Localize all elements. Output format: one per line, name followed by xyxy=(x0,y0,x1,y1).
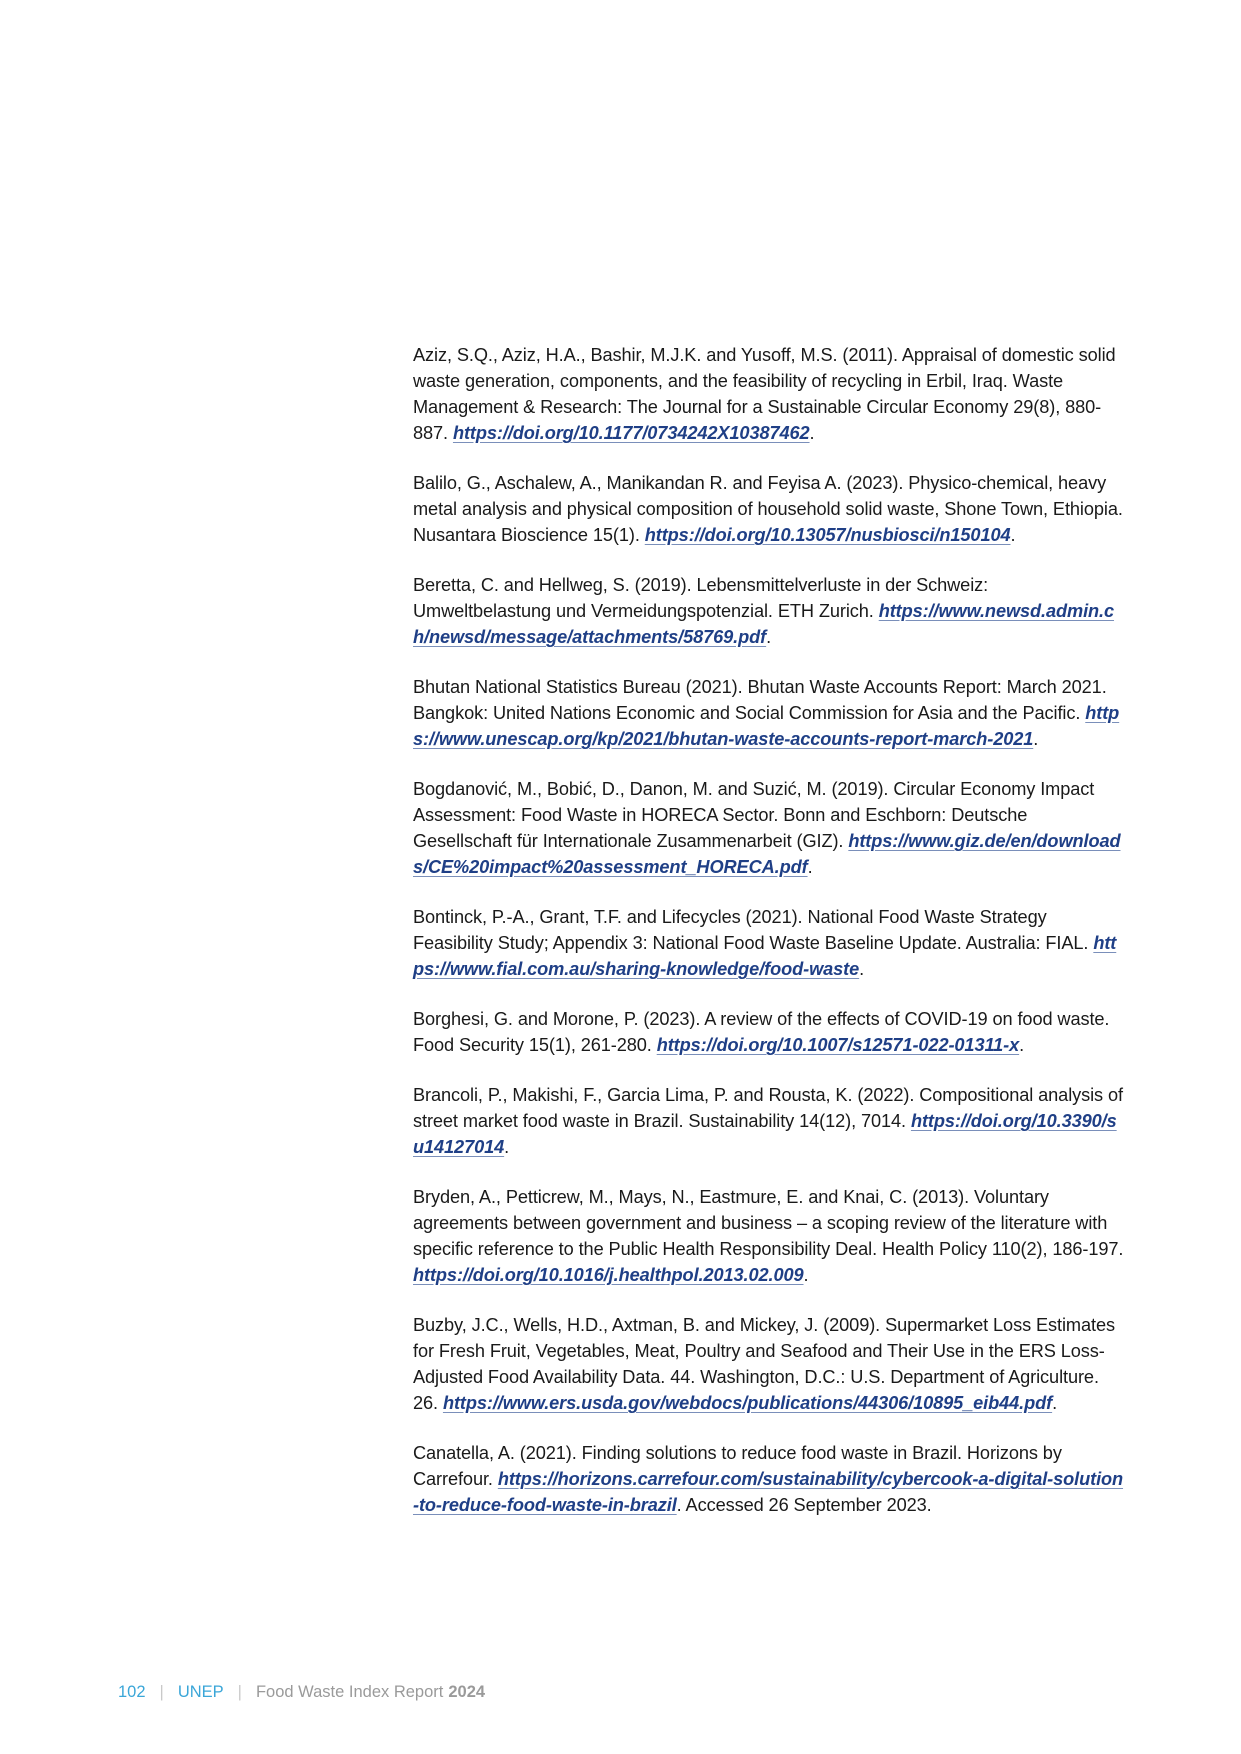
reference-entry xyxy=(413,674,1125,752)
reference-entry xyxy=(413,904,1125,982)
reference-text: Aziz, S.Q., Aziz, H.A., Bashir, M.J.K. and Yusoff, M.S. (2011). Appraisal of domestic solid waste generation, components, and the feasibility of recycling in Erbil, Iraq. Waste Management & Research: The Journal for a Sustainable Circular Economy 29(8), 880-887. xyxy=(413,345,1116,443)
reference-text: Bhutan National Statistics Bureau (2021). Bhutan Waste Accounts Report: March 2021. Bangkok: United Nations Economic and Social Commission for Asia and the Pacific. xyxy=(413,677,1107,723)
reference-entry xyxy=(413,776,1125,880)
reference-entry xyxy=(413,1082,1125,1160)
reference-suffix: . xyxy=(504,1137,510,1157)
reference-entry xyxy=(413,470,1125,548)
reference-text: Balilo, G., Aschalew, A., Manikandan R. and Feyisa A. (2023). Physico-chemical, heavy metal analysis and physical composition of household solid waste, Shone Town, Ethiopia. Nusantara Bioscience 15(1). xyxy=(413,473,1123,545)
footer-report-year: 2024 xyxy=(448,1683,486,1701)
reference-text: Canatella, A. (2021). Finding solutions to reduce food waste in Brazil. Horizons by Carrefour. xyxy=(413,1443,1062,1489)
reference-suffix: . xyxy=(1052,1393,1058,1413)
reference-link[interactable]: https://doi.org/10.3390/su14127014 xyxy=(413,1111,1117,1157)
reference-suffix: . xyxy=(766,627,772,647)
footer-organization: UNEP xyxy=(177,1683,224,1701)
reference-suffix: . xyxy=(807,857,813,877)
reference-suffix: . xyxy=(1033,729,1039,749)
reference-entry xyxy=(413,572,1125,650)
reference-suffix: . xyxy=(803,1265,809,1285)
reference-link[interactable]: https://doi.org/10.1177/0734242X10387462 xyxy=(452,423,810,443)
reference-link[interactable]: https://doi.org/10.1007/s12571-022-01311-x xyxy=(656,1035,1020,1055)
reference-entry xyxy=(413,1440,1125,1518)
reference-link[interactable]: https://www.giz.de/en/downloads/CE%20impact%20assessment_HORECA.pdf xyxy=(413,831,1121,877)
reference-text: Bontinck, P.-A., Grant, T.F. and Lifecycles (2021). National Food Waste Strategy Feasibility Study; Appendix 3: National Food Waste Baseline Update. Australia: FIAL. xyxy=(413,907,1094,953)
reference-link[interactable]: https://www.ers.usda.gov/webdocs/publications/44306/10895_eib44.pdf xyxy=(442,1393,1053,1413)
reference-suffix: . xyxy=(1010,525,1016,545)
reference-entry xyxy=(413,1184,1125,1288)
reference-text: Beretta, C. and Hellweg, S. (2019). Lebensmittelverluste in der Schweiz: Umweltbelastung und Vermeidungspotenzial. ETH Zurich. xyxy=(413,575,989,621)
reference-text: Borghesi, G. and Morone, P. (2023). A review of the effects of COVID-19 on food waste. Food Security 15(1), 261-280. xyxy=(413,1009,1110,1055)
reference-suffix: . Accessed 26 September 2023. xyxy=(676,1495,932,1515)
reference-link[interactable]: https://doi.org/10.13057/nusbiosci/n150104 xyxy=(644,525,1011,545)
reference-suffix: . xyxy=(809,423,815,443)
page-footer xyxy=(118,1682,485,1702)
reference-link[interactable]: https://horizons.carrefour.com/sustainability/cybercook-a-digital-solution-to-reduce-food-waste-in-brazil xyxy=(413,1469,1124,1515)
reference-link[interactable]: https://www.newsd.admin.ch/newsd/message/attachments/58769.pdf xyxy=(413,601,1115,647)
reference-entry xyxy=(413,1006,1125,1058)
reference-text: Brancoli, P., Makishi, F., Garcia Lima, P. and Rousta, K. (2022). Compositional analysis of street market food waste in Brazil. Sustainability 14(12), 7014. xyxy=(413,1085,1123,1131)
reference-suffix: . xyxy=(1019,1035,1025,1055)
page-number: 102 xyxy=(118,1683,146,1701)
footer-report-title: Food Waste Index Report xyxy=(255,1683,444,1701)
reference-link[interactable]: https://www.unescap.org/kp/2021/bhutan-waste-accounts-report-march-2021 xyxy=(413,703,1120,749)
reference-text: Buzby, J.C., Wells, H.D., Axtman, B. and Mickey, J. (2009). Supermarket Loss Estimates for Fresh Fruit, Vegetables, Meat, Poultry and Seafood and Their Use in the ERS Loss-Adjusted Food Availability Data. 44. Washington, D.C.: U.S. Department of Agriculture. 26. xyxy=(413,1315,1115,1413)
reference-suffix: . xyxy=(859,959,865,979)
reference-entry xyxy=(413,342,1125,446)
footer-separator: | xyxy=(159,1683,164,1701)
footer-separator: | xyxy=(237,1683,242,1701)
reference-text: Bogdanović, M., Bobić, D., Danon, M. and Suzić, M. (2019). Circular Economy Impact Assessment: Food Waste in HORECA Sector. Bonn and Eschborn: Deutsche Gesellschaft für Internationale Zusammenarbeit (GIZ). xyxy=(413,779,1095,851)
reference-link[interactable]: https://www.fial.com.au/sharing-knowledge/food-waste xyxy=(413,933,1117,979)
reference-link[interactable]: https://doi.org/10.1016/j.healthpol.2013.02.009 xyxy=(413,1265,804,1285)
reference-entry xyxy=(413,1312,1125,1416)
reference-text: Bryden, A., Petticrew, M., Mays, N., Eastmure, E. and Knai, C. (2013). Voluntary agreements between government and business – a scoping review of the literature with specific reference to the Public Health Responsibility Deal. Health Policy 110(2), 186-197. xyxy=(413,1187,1124,1259)
reference-list xyxy=(413,342,1125,1542)
